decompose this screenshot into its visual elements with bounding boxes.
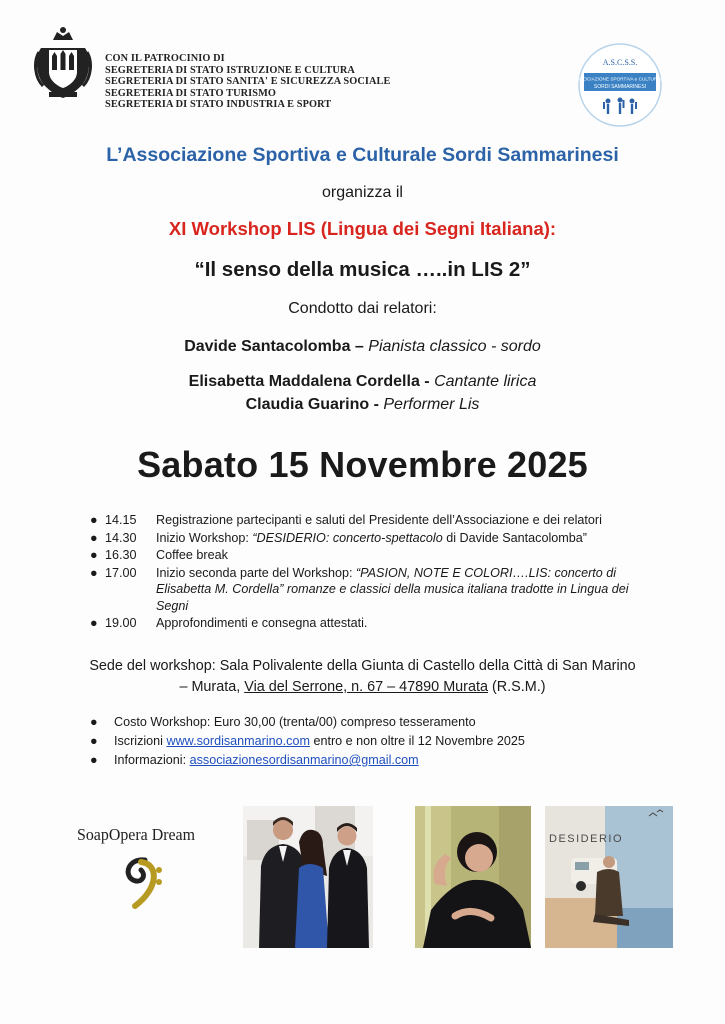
soapopera-dream-logo <box>75 818 205 928</box>
speaker-separator: – <box>350 338 369 355</box>
cost-text: Costo Workshop: Euro 30,00 (trenta/00) compreso tesseramento <box>114 715 476 729</box>
ascss-logo <box>570 43 670 133</box>
logo-acronym: A.S.C.S.S. <box>602 58 638 67</box>
programme-item <box>90 530 660 547</box>
speaker-name: Claudia Guarino <box>245 396 370 413</box>
workshop-title: XI Workshop LIS (Lingua dei Segni Italiana): <box>168 218 557 239</box>
signing-hands-icon <box>603 98 637 115</box>
info-item: ● Iscrizioni www.sordisanmarino.com entro e non oltre il 12 Novembre 2025 <box>90 732 525 751</box>
patronage-line: SEGRETERIA DI STATO SANITA' E SICUREZZA SOCIALE <box>105 76 391 88</box>
patronage-line: SEGRETERIA DI STATO ISTRUZIONE E CULTURA <box>105 64 355 76</box>
speaker-role: Pianista classico - sordo <box>368 338 541 355</box>
info-item <box>90 713 525 732</box>
info-list <box>90 713 525 770</box>
programme-list <box>90 512 660 633</box>
speaker-role: Performer Lis <box>383 396 480 413</box>
bullet-icon: ● <box>90 565 98 580</box>
programme-item <box>90 547 660 564</box>
bullet-icon: ● <box>90 734 98 748</box>
venue-line: Sede del workshop: Sala Polivalente della Giunta di Castello della Città di San Marino <box>89 658 636 674</box>
venue-block <box>0 656 725 698</box>
programme-desc: Inizio Workshop: “DESIDERIO: concerto-spettacolo di Davide Santacolomba” <box>156 530 587 545</box>
programme-desc: Coffee break <box>156 548 228 562</box>
speaker-line <box>0 396 725 414</box>
programme-time: 17.00 <box>105 565 137 580</box>
bullet-icon: ● <box>90 616 98 630</box>
programme-time: 14.15 <box>105 513 137 527</box>
singer-photo <box>415 806 531 948</box>
album-title: DESIDERIO <box>549 833 624 845</box>
speaker-role: Cantante lirica <box>434 373 537 390</box>
programme-desc: Approfondimenti e consegna attestati. <box>156 616 368 630</box>
programme-time: 16.30 <box>105 548 137 562</box>
event-subtitle: “Il senso della musica …..in LIS 2” <box>194 258 531 281</box>
bullet-icon: ● <box>90 530 98 545</box>
logo-line2: SORDI SAMMARINESI <box>593 84 647 90</box>
speaker-separator: - <box>369 396 384 413</box>
venue-address: Via del Serrone, n. 67 – 47890 Murata <box>244 679 488 695</box>
patronage-line: CON IL PATROCINIO DI <box>105 53 225 64</box>
programme-time: 19.00 <box>105 616 137 630</box>
patronage-line: SEGRETERIA DI STATO TURISMO <box>105 87 277 99</box>
speakers-group-photo <box>243 806 373 948</box>
speaker-separator: - <box>419 373 435 390</box>
organizes-text: organizza il <box>322 184 403 201</box>
speaker-name: Davide Santacolomba <box>184 338 351 355</box>
speaker-line <box>0 373 725 391</box>
patronage-block <box>105 53 390 111</box>
logo-line1: ASSOCIAZIONE SPORTIVA e CULTURALE <box>573 76 667 82</box>
bullet-icon: ● <box>90 753 98 767</box>
programme-item <box>90 512 660 529</box>
desiderio-album-cover <box>545 806 673 948</box>
san-marino-crest-icon <box>33 26 93 104</box>
association-title: L’Associazione Sportiva e Culturale Sordi Sammarinesi <box>106 144 619 166</box>
bullet-icon: ● <box>90 548 98 562</box>
programme-item <box>90 565 660 615</box>
programme-time: 14.30 <box>105 530 137 545</box>
venue-line: – Murata, Via del Serrone, n. 67 – 47890 Murata (R.S.M.) <box>179 679 546 695</box>
conducted-by-text: Condotto dai relatori: <box>288 300 437 317</box>
speaker-line <box>0 338 725 356</box>
programme-desc: Registrazione partecipanti e saluti del Presidente dell’Associazione e dei relatori <box>156 513 602 527</box>
programme-item <box>90 615 660 632</box>
event-date: Sabato 15 Novembre 2025 <box>137 444 588 485</box>
speaker-name: Elisabetta Maddalena Cordella <box>188 373 420 390</box>
bullet-icon: ● <box>90 513 98 527</box>
programme-desc: Inizio seconda parte del Workshop: “PASION, NOTE E COLORI….LIS: concerto di Elisabetta M. Cordella” romanze e classici della musica italiana tradotte in Lingua dei Segni <box>156 565 629 613</box>
sponsor-name: SoapOpera Dream <box>77 825 195 844</box>
registration-link[interactable]: www.sordisanmarino.com <box>166 734 310 748</box>
contact-email-link[interactable]: associazionesordisanmarino@gmail.com <box>189 753 419 767</box>
bass-clef-icon <box>128 860 162 906</box>
info-item: ● Informazioni: associazionesordisanmarino@gmail.com <box>90 751 525 770</box>
bullet-icon: ● <box>90 715 98 729</box>
patronage-line: SEGRETERIA DI STATO INDUSTRIA E SPORT <box>105 99 332 111</box>
